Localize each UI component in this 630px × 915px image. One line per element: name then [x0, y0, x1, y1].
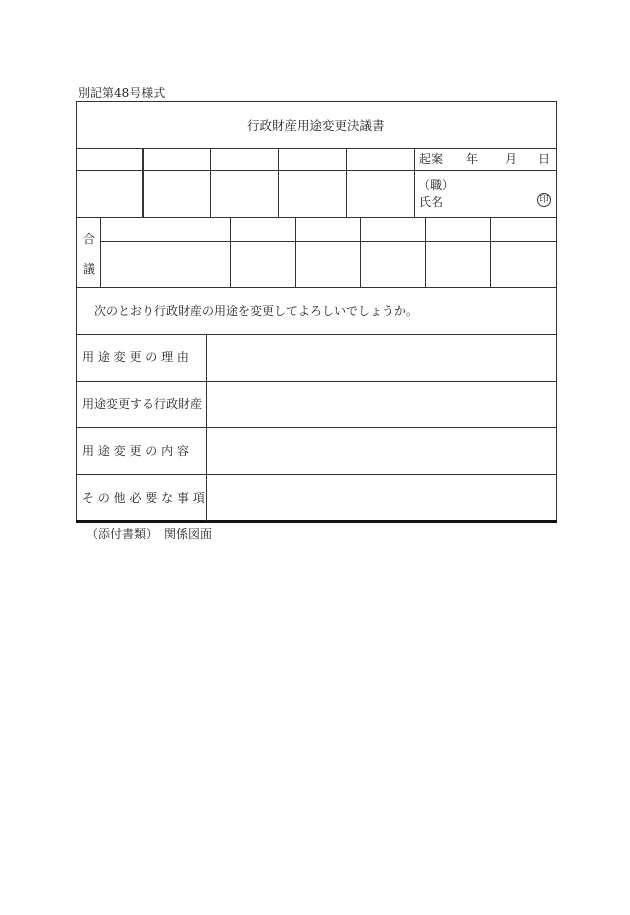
row-label-reason: 用 途 変 更 の 理 由	[82, 350, 189, 364]
line-row2-bottom	[76, 427, 557, 428]
line-row3-bottom	[76, 474, 557, 475]
line-approval-bottom	[76, 217, 557, 218]
line-row1-bottom	[76, 381, 557, 382]
row-label-property: 用途変更する行政財産	[82, 397, 203, 411]
document-title: 行政財産用途変更決議書	[247, 118, 385, 133]
row-label-content: 用 途 変 更 の 内 容	[82, 444, 189, 458]
approval-col-2	[210, 148, 211, 217]
form-number: 別記第48号様式	[78, 86, 166, 100]
detail-label-col	[206, 334, 207, 521]
frame-left	[76, 101, 77, 522]
year-label: 年	[466, 152, 479, 166]
position-label: （職）	[418, 178, 455, 192]
approval-col-4	[346, 148, 347, 217]
gougi-col-2	[295, 217, 296, 287]
gougi-col-4	[425, 217, 426, 287]
gougi-col-5	[490, 217, 491, 287]
approval-col-1	[142, 148, 144, 217]
line-statement-bottom	[76, 334, 557, 335]
frame-top	[76, 101, 557, 102]
line-approval-mid	[76, 170, 557, 171]
row-label-other: そ の 他 必 要 な 事 項	[82, 491, 205, 505]
name-label: 氏名	[419, 195, 444, 209]
approval-col-3	[278, 148, 279, 217]
approval-col-5	[414, 148, 415, 217]
frame-bottom	[76, 520, 557, 523]
statement-text: 次のとおり行政財産の用途を変更してよろしいでしょうか。	[94, 304, 419, 318]
seal-icon: 印	[537, 193, 551, 207]
frame-right	[556, 101, 557, 522]
gougi-char-1: 合	[83, 232, 96, 246]
kian-label: 起案	[419, 152, 444, 166]
line-title-bottom	[76, 148, 557, 149]
gougi-col-1	[230, 217, 231, 287]
line-gougi-mid	[101, 241, 557, 242]
gougi-label-col	[100, 217, 101, 287]
gougi-col-3	[360, 217, 361, 287]
month-label: 月	[505, 152, 518, 166]
line-gougi-bottom	[76, 287, 557, 288]
gougi-char-2: 議	[83, 262, 96, 276]
day-label: 日	[538, 152, 551, 166]
attachment-note: （添付書類） 関係図面	[86, 527, 213, 541]
